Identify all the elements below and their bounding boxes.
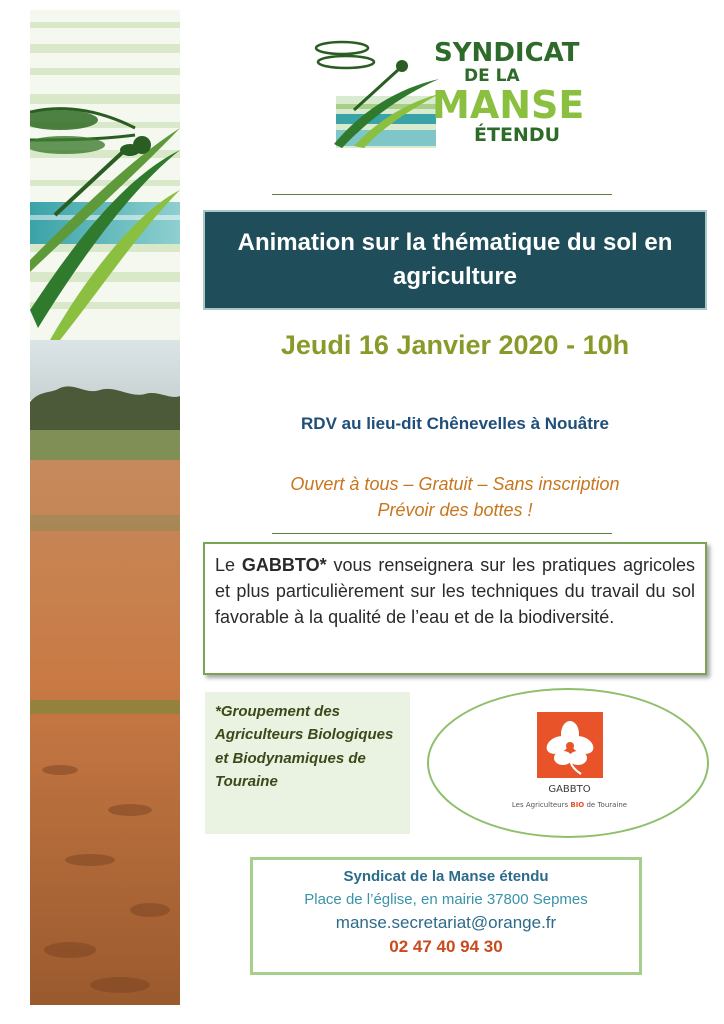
tagline-part-1: Les Agriculteurs (511, 801, 571, 809)
contact-email[interactable]: manse.secretariat@orange.fr (335, 913, 557, 932)
group-definition: *Groupement des Agriculteurs Biologiques et Biodynamiques de Touraine (215, 703, 394, 790)
tagline-bio: BIO (570, 801, 585, 809)
logo-line-4: ÉTENDU (474, 124, 561, 146)
event-date: Jeudi 16 Janvier 2020 - 10h (280, 330, 630, 360)
gabbto-logo (497, 712, 642, 820)
boots-note: Prévoir des bottes ! (377, 500, 533, 521)
access-line: Ouvert à tous – Gratuit – Sans inscription (290, 474, 620, 494)
flower-icon (537, 712, 603, 778)
info-org: GABBTO* (241, 555, 327, 575)
tagline-part-3: de Touraine (584, 801, 628, 809)
contact-phone[interactable]: 02 47 40 94 30 (389, 937, 503, 956)
event-location: RDV au lieu-dit Chênevelles à Nouâtre (301, 414, 609, 433)
divider-middle (272, 533, 612, 534)
gabbto-tagline (497, 801, 642, 809)
dragonfly-icon (314, 34, 439, 150)
decorative-field-strip (30, 10, 180, 1005)
logo-line-3: MANSE (432, 83, 585, 127)
syndicat-logo (314, 34, 585, 150)
event-title: Animation sur la thématique du sol en agriculture (237, 228, 673, 290)
info-text: vous renseignera sur les pratiques agricoles et plus particulièrement sur les techniques du travail du sol favorable à la qualité de l’eau et de la biodiversité. (215, 555, 696, 628)
event-title-box (203, 210, 707, 310)
info-prefix: Le (215, 555, 242, 575)
logo-line-1: SYNDICAT (434, 38, 580, 68)
contact-name: Syndicat de la Manse étendu (343, 868, 549, 885)
event-access-info (203, 471, 707, 523)
logo-line-2: DE LA (464, 66, 520, 86)
contact-box (250, 857, 642, 975)
divider-top (272, 194, 612, 195)
gabbto-name: GABBTO (548, 784, 591, 795)
info-box (203, 542, 707, 675)
group-definition-box (205, 692, 410, 834)
contact-address: Place de l’église, en mairie 37800 Sepmes (304, 891, 588, 908)
